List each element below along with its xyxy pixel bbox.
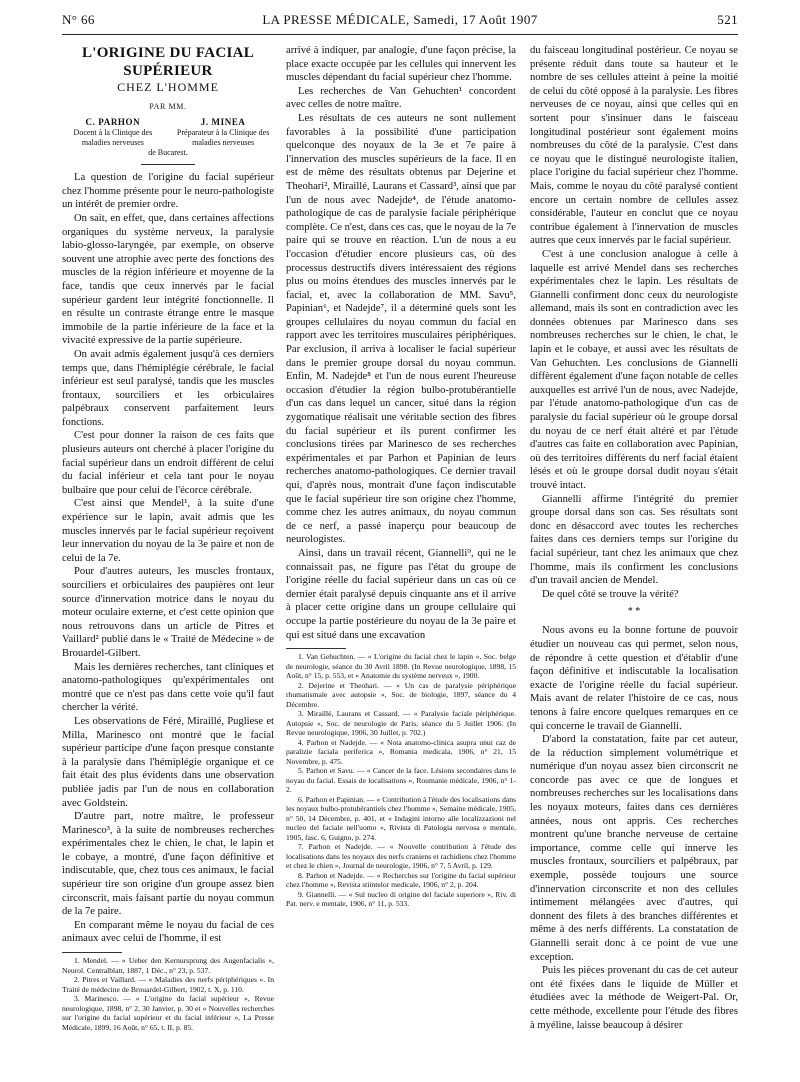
paragraph: On sait, en effet, que, dans certaines affections organiques du système nerveux, la paralysie labio-glosso-laryngée, par exemple, on observe souvent une atrophie avec perte des fonctions des muscles de la région inférieure et moyenne de la face, tandis que ceux innervés par le facial supérieur gardent leur intégrité fonctionnelle. Il en résulte un contraste étrange entre le masque immobile de la partie inférieure de la face et la vivacité expressive de la partie supérieure. <box>62 212 274 347</box>
footnote: 4. Parhon et Nadejde. — « Nota anatomo-clinica asupra unui caz de paralizie faciala periferica », Romania medicala, 1906, n° 21, 15 Novembre, p. 475. <box>286 737 516 766</box>
author-2 <box>172 117 274 148</box>
article-heading <box>62 44 274 113</box>
author-1 <box>62 117 164 148</box>
paragraph: On avait admis également jusqu'à ces derniers temps que, dans l'hémiplégie cérébrale, le facial inférieur est seul paralysé, tandis que les muscles frontaux, sourciliers et les orbiculaires palpébraux conservent parfaitement leurs fonctions. <box>62 348 274 428</box>
author-2-name: J. MINEA <box>200 117 246 128</box>
author-1-name: C. PARHON <box>85 117 141 128</box>
column-2 <box>286 44 516 909</box>
paragraph: Les observations de Féré, Miraillé, Pugliese et Milla, Marinesco ont montré que le facial supérieur participe d'une façon presque constante à la paralysie dans l'hémiplégie organique et ce fait était des plus évidents dans une observation publiée jadis par l'un de nous en collaboration avec Goldstein. <box>62 715 274 809</box>
col1-body <box>62 171 274 946</box>
running-title: LA PRESSE MÉDICALE, Samedi, 17 Août 1907 <box>262 12 538 27</box>
footnote-rule <box>286 648 346 649</box>
paragraph: De quel côté se trouve la vérité? <box>542 588 679 600</box>
col1-footnotes <box>62 956 274 1032</box>
author-2-role: Préparateur à la Clinique des maladies nerveuses <box>176 128 270 148</box>
affiliation: de Bucarest. <box>148 148 188 158</box>
paragraph: arrivé à indiquer, par analogie, d'une façon précise, la place exacte occupée par les cellules qui innervent les muscles dépendant du facial supérieur chez l'homme. <box>286 45 516 84</box>
paragraph: D'autre part, notre maître, le professeur Marinesco³, à la suite de nombreuses recherches expérimentales chez le chien, le chat, le lapin et le cobaye, a montré, d'une façon définitive et indiscutable, que, chez tous ces animaux, le facial supérieur tire son origine d'un groupe assez bien circonscrit, mais faisant partie du noyau commun de la 7e paire. <box>62 811 274 918</box>
paragraph: C'est pour donner la raison de ces faits que plusieurs auteurs ont cherché à placer l'origine du facial supérieur dans un endroit différent de celui du facial inférieur et cela tant pour le noyau bulbaire que pour celui de l'écorce cérébrale. <box>62 430 274 496</box>
footnote: 2. Pitres et Vaillard. — « Maladies des nerfs périphériques ». In Traité de médecine de Brouardel-Gilbert, 1902, t. X, p. 110. <box>62 975 274 994</box>
footnote: 5. Parhon et Savu. — « Cancer de la face. Lésions secondaires dans le noyau du facial. Essais de localisations », Roumanie médicale, 1906, n° 1-2. <box>286 766 516 795</box>
article-subtitle: CHEZ L'HOMME <box>117 80 219 94</box>
running-header <box>62 12 738 30</box>
paragraph: Les résultats de ces auteurs ne sont nullement favorables à la possibilité d'une participation quelconque des noyaux de la 3e et 7e paire à l'innervation des muscles supérieurs de la face. Il en est de même des résultats obtenus par Dejerine et Theohari², Miraillé, Laurans et Cassard³, ainsi que par l'un de nous avec Nadejde⁴, de l'étude anatomo-pathologique de cas de paralysie faciale périphérique complète. Ce n'est, dans ces cas, que le noyau de la 7e paire qui se trouve en réaction. L'un de nous a eu l'occasion d'étudier encore plusieurs cas, où des processus destructifs divers intéressaient des régions plus ou moins étendues des muscles innervés par le facial, et, avec la collaboration de MM. Savu⁵, Papinian⁶, et Nadejde⁷, il a déterminé quels sont les groupes cellulaires du noyau commun du facial en rapport avec les territoires musculaires périphériques. Par exclusion, il arriva à localiser le facial supérieur dans le premier groupe dorsal du noyau commun. Enfin, M. Nadejde⁸ et l'un de nous eurent l'heureuse occasion d'étudier la région bulbo-protubérantielle d'un cas dans lequel un cancer, situé dans la région zygomatique réalisait une véritable section des fibres du facial supérieur et ils purent confirmer les conclusions tirées par Marinesco de ses recherches expérimentales et par Parhon et Papinian de leurs recherches anatomo-pathologiques. Ce dernier travail qui, d'après nous, montrait d'une façon indiscutable que le facial supérieur tire son origine chez l'homme, comme chez les autres animaux, du noyau commun de ce nerf, a passé inaperçu pour beaucoup de neurologistes. <box>286 112 516 546</box>
issue-number: N° 66 <box>62 12 95 27</box>
footnote: 3. Miraillé, Laurans et Cassard. — « Paralysie faciale périphérique. Autopsie », Soc. de neurologie de Paris, séance du 5 Juillet 1906. (In Revue neurologique, 1906, 30 Juillet, p. 702.) <box>286 709 516 738</box>
paragraph: D'abord la constatation, faite par cet auteur, de la réduction simplement volumétrique et numérique d'un noyau assez bien circonscrit ne concorde pas avec ce que de longues et nombreuses recherches sur les localisations dans les noyaux moteurs, faites dans ces dernières années, nous ont appris. Ces recherches montrent qu'une branche nerveuse de certaine importance, comme celle qui innerve les muscles frontaux, sourciliers et palpébraux, par exemple, possède toujours une source d'innervation circonscrite et non des cellules intimement mélangées avec d'autres, qui donnent des filets à des branches différentes et même à des nerfs différents. La constatation de Giannelli serait donc à ce point de vue une exception. <box>530 734 738 963</box>
footnote: 9. Giannelli. — « Sul nucleo di origine del faciale superiore », Riv. di Pat. nerv. e mentale, 1906, n° 11, p. 533. <box>286 889 516 909</box>
paragraph: Nous avons eu la bonne fortune de pouvoir étudier un nouveau cas qui permet, selon nous, de répondre à cette question et d'établir d'une façon définitive et indiscutable la localisation exacte de l'origine réelle du facial supérieur. Mais avant de relater l'histoire de ce cas, nous tenons à faire encore quelques remarques en ce qui concerne le travail de Giannelli. <box>530 625 738 732</box>
article-title: L'ORIGINE DU FACIAL SUPÉRIEUR <box>81 45 255 79</box>
paragraph: Mais les dernières recherches, tant cliniques et anatomo-pathologiques qu'expérimentales ont montré que ce n'est pas dans cette voie qu'il faut chercher la vérité. <box>62 661 274 714</box>
paragraph: C'est ainsi que Mendel¹, à la suite d'une expérience sur le lapin, avait admis que les muscles innervés par le facial supérieur reçoivent leur innervation du noyau de la 3e paire et non de celui de la 7e. <box>62 498 274 564</box>
paragraph: Ainsi, dans un travail récent, Giannelli⁹, qui ne le connaissait pas, ne figure pas l'état du groupe de l'origine réelle du facial supérieur dans un cas où ce dernier était paralysé depuis cinquante ans et il arrive à placer cette origine dans un groupe cellulaire qui occupe la partie postérieure du noyau de la 3e paire et qui est situé dans une excavation <box>286 547 516 641</box>
authors <box>62 117 274 148</box>
footnote: 6. Parhon et Papinian. — « Contribution à l'étude des localisations dans les noyaux bulbo-protubérantiels chez l'homme », Semaine médicale, 1905, n° 50, 14 Décembre, p. 401, et « Indagini intorno alle localizzazioni nel nucleo del faciale nell'uomo », Rivista di Patologia nervosa e mentale, 1905, fasc. 6, Guigno, p. 274. <box>286 794 516 842</box>
footnote: 3. Marinesco. — « L'origine du facial supérieur », Revue neurologique, 1898, n° 2, 30 Janvier, p. 30 et « Nouvelles recherches sur l'origine du facial supérieur et du facial inférieur », La Presse Médicale, 1899, 16 Août, n° 65, t. II, p. 85. <box>62 994 274 1032</box>
paragraph: En comparant même le noyau du facial de ces animaux avec celui de l'homme, il est <box>62 919 274 945</box>
section-separator: * * <box>627 606 641 618</box>
paragraph: du faisceau longitudinal postérieur. Ce noyau se présente réduit dans toute sa hauteur et le nombre de ses cellules atteint à peine la moitié de celui du côté opposé à la paralysie. Les fibres nerveuses de ce noyau, ainsi que celles qui en sortent pour s'insinuer dans le faisceau longitudinal postérieur sont également moins nombreuses du côté de la paralysie. C'est dans ce noyau que le distingué neurologiste italien, place l'origine du facial supérieur chez l'homme. Mais, comme le noyau du côté paralysé contient encore un certain nombre de cellules assez considérable, l'auteur en conclut que ce noyau contribue également à l'innervation de muscles autres que ceux innervés par le facial supérieur. <box>530 45 738 247</box>
byline-prefix: PAR MM. <box>149 101 187 111</box>
paragraph: La question de l'origine du facial supérieur chez l'homme présente pour le neuro-pathologiste un intérêt de premier ordre. <box>62 172 274 211</box>
column-1 <box>62 44 274 1032</box>
column-3 <box>530 44 738 1032</box>
footnote: 7. Parhon et Nadejde. — « Nouvelle contribution à l'étude des localisations dans les noyaux des nerfs craniens et rachidiens chez l'homme et chez le chien », Journal de neurologie, 1906, n° 7, 5 Avril, p. 129. <box>286 842 516 871</box>
footnote-rule <box>62 952 122 953</box>
footnote: 1. Van Gehuchten. — « L'origine du facial chez le lapin », Soc. belge de neurologie, séance du 30 Avril 1898. (In Revue neurologique, 1898, 15 Août, n° 15, p. 553, et « Anatomie du système nerveux », 1900. <box>286 652 516 681</box>
author-1-role: Docent à la Clinique des maladies nerveuses <box>73 128 153 148</box>
paragraph: Puis les pièces provenant du cas de cet auteur ont été fixées dans le liquide de Müller et étudiées avec la méthode de Weigert-Pal. Or, cette méthode, excellente pour l'étude des fibres à myéline, laisse beaucoup à désirer <box>530 965 738 1031</box>
footnote: 1. Mendel. — « Ueber den Kernursprung des Augenfacialis », Neurol. Centralblatt, 1887, 1 Déc., n° 23, p. 537. <box>62 956 274 975</box>
paragraph: Les recherches de Van Gehuchten¹ concordent avec celles de notre maître. <box>286 85 516 111</box>
paragraph: C'est à une conclusion analogue à celle à laquelle est arrivé Mendel dans ses recherches expérimentales chez le lapin. Les résultats de Giannelli confirment donc ceux du neurologiste allemand, mais ils sont en contradiction avec les données obtenues par Marinesco dans ses nombreuses recherches sur le chien, le chat, le lapin et le cobaye, et aussi avec les résultats de Van Gehuchten. Les conclusions de Giannelli diffèrent également d'une façon notable de celles auxquelles est arrivé l'un de nous, avec Nadejde, par l'étude anatomo-pathologique d'un cas de paralysie du facial supérieur où le groupe dorsal du noyau de ce nerf était altéré et par l'étude d'autres cas faite en collaboration avec Papinian, où des territoires différents du nerf facial étaient lésés et où le groupe dorsal dudit noyau s'était trouvé intact. <box>530 248 738 491</box>
footnote: 8. Parhon et Nadejde. — « Recherches sur l'origine du facial supérieur chez l'homme », Revista stiintelor medicale, 1906, n° 2, p. 204. <box>286 870 516 890</box>
title-rule <box>141 164 195 165</box>
col2-footnotes <box>286 652 516 909</box>
page-number: 521 <box>717 12 738 27</box>
paragraph: Pour d'autres auteurs, les muscles frontaux, sourciliers et orbiculaires des paupières ont leur source d'innervation motrice dans le noyau du moteur oculaire externe, et c'est cette opinion que nous retrouvons dans un article de Pitres et Vaillard² publié dans le « Traité de Médecine » de Brouardel-Gilbert. <box>62 566 274 659</box>
paragraph: Giannelli affirme l'intégrité du premier groupe dorsal dans son cas. Ses résultats sont donc en désaccord avec toutes les recherches faites dans ces derniers temps sur l'origine du facial supérieur, tant chez les animaux que chez l'homme, mais ils confirment les conclusions d'un travail ancien de Mendel. <box>530 493 738 587</box>
footnote: 2. Dejerine et Theohari. — « Un cas de paralysie périphérique rhumatismale avec autopsie », Soc. de biologie, 1897, séance du 4 Décembre. <box>286 680 516 709</box>
header-rule <box>62 34 738 35</box>
